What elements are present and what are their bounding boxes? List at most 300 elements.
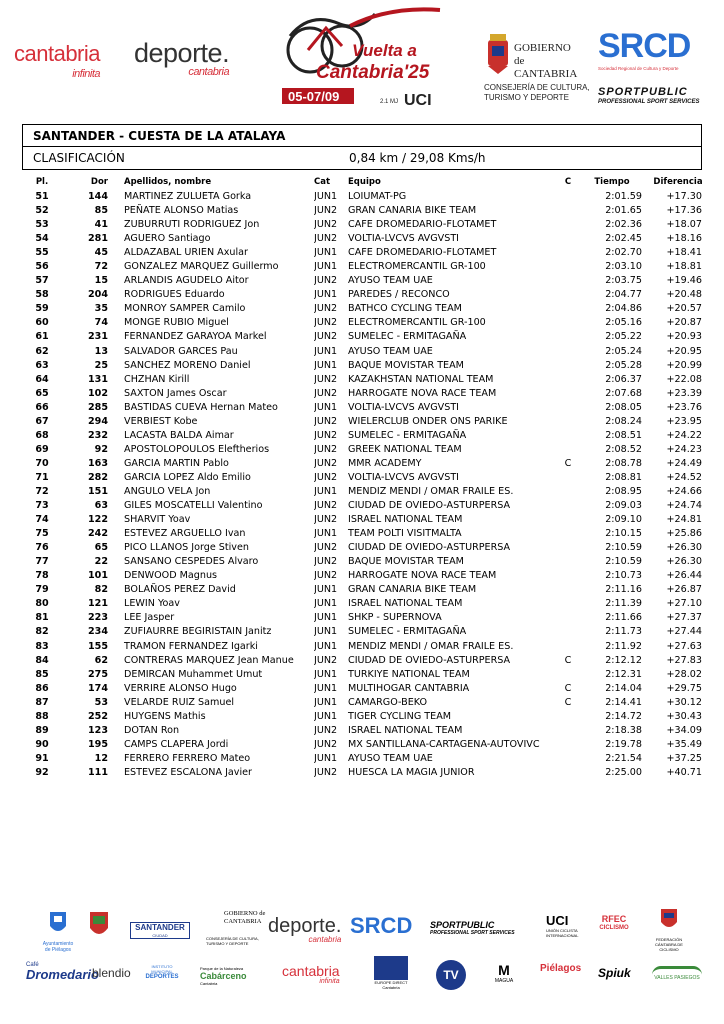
- cell-dor: 144: [87, 191, 108, 203]
- cell-diff: +24.23: [666, 443, 702, 455]
- cell-cat: JUN2: [314, 219, 338, 231]
- cell-time: 2:21.54: [605, 752, 642, 764]
- cell-time: 2:12.12: [605, 654, 642, 666]
- table-row: [22, 387, 724, 401]
- cell-c: [554, 766, 582, 780]
- cell-diff: +24.52: [666, 471, 702, 483]
- cell-pl: 64: [35, 373, 49, 385]
- cell-name: CHZHAN Kirill: [124, 373, 190, 385]
- cell-team: CAMARGO-BEKO: [348, 696, 428, 708]
- cell-diff: +26.30: [666, 542, 702, 554]
- cell-diff: +27.10: [666, 598, 702, 610]
- cell-dor: 252: [87, 710, 108, 722]
- cell-cat: JUN2: [314, 514, 338, 526]
- cell-cat: JUN2: [314, 443, 338, 455]
- cell-name: LEWIN Yoav: [124, 598, 180, 610]
- cell-team: VOLTIA-LVCVS AVGVSTI: [348, 233, 460, 245]
- cell-c: [554, 316, 582, 330]
- cell-dor: 123: [87, 724, 108, 736]
- vuelta-cantabria-logo: [280, 6, 446, 110]
- footer-tv-logo: TV: [436, 960, 466, 990]
- table-row: [22, 569, 724, 583]
- cell-name: PEÑATE ALONSO Matias: [124, 205, 239, 217]
- table-row: [22, 457, 724, 471]
- cell-c: [554, 232, 582, 246]
- magua-m-icon: M: [498, 962, 510, 978]
- cell-team: HARROGATE NOVA RACE TEAM: [348, 570, 497, 582]
- cell-cat: JUN1: [314, 710, 338, 722]
- srcd-logo: [598, 28, 702, 118]
- footer-spiuk-logo: Spiuk: [598, 966, 631, 980]
- header-time: Tiempo: [594, 177, 630, 187]
- header-team: Equipo: [348, 177, 381, 187]
- cell-team: BAQUE MOVISTAR TEAM: [348, 359, 464, 371]
- cell-time: 2:09.03: [605, 500, 642, 512]
- cell-dor: 232: [87, 429, 108, 441]
- table-row: [22, 682, 724, 696]
- cell-team: SUMELEC - ERMITAGAÑA: [348, 331, 467, 343]
- cell-pl: 68: [35, 429, 49, 441]
- cell-pl: 58: [35, 289, 49, 301]
- table-row: [22, 513, 724, 527]
- cell-c: [554, 555, 582, 569]
- cell-name: RODRIGUES Eduardo: [124, 289, 225, 301]
- pielagos-council-logo: Ayuntamiento de Piélagos: [40, 910, 76, 953]
- cell-c: [554, 710, 582, 724]
- cell-pl: 85: [35, 668, 49, 680]
- table-row: [22, 696, 724, 710]
- table-row: [22, 738, 724, 752]
- cell-diff: +24.74: [666, 500, 702, 512]
- deporte-logo-sub: cantabria: [188, 66, 230, 78]
- cell-diff: +30.12: [666, 696, 702, 708]
- table-row: [22, 640, 724, 654]
- cell-team: ISRAEL NATIONAL TEAM: [348, 724, 463, 736]
- cell-time: 2:02.45: [605, 233, 642, 245]
- cell-c: [554, 373, 582, 387]
- cell-name: FERRERO FERRERO Mateo: [124, 752, 251, 764]
- council-shield-icon: [48, 910, 68, 936]
- cell-name: LEE Jasper: [124, 612, 175, 624]
- cell-time: 2:02.36: [605, 219, 642, 231]
- cell-name: PICO LLANOS Jorge Stiven: [124, 542, 249, 554]
- cell-diff: +26.30: [666, 556, 702, 568]
- cell-cat: JUN2: [314, 738, 338, 750]
- gobierno-cantabria-logo: [484, 30, 590, 110]
- cell-diff: +28.02: [666, 668, 702, 680]
- table-row: [22, 218, 724, 232]
- cell-name: FERNANDEZ GARAYOA Markel: [124, 331, 267, 343]
- footer-valles-logo: VALLES PASIEGOS: [652, 966, 702, 981]
- cell-diff: +27.63: [666, 640, 702, 652]
- cell-c: [554, 330, 582, 344]
- table-header-row: [22, 174, 724, 190]
- cell-name: TRAMON FERNANDEZ Igarki: [124, 640, 258, 652]
- cell-dor: 285: [87, 401, 108, 413]
- header-name: Apellidos, nombre: [124, 177, 212, 187]
- cell-team: CIUDAD DE OVIEDO-ASTURPERSA: [348, 542, 511, 554]
- results-table: [22, 174, 724, 780]
- cell-c: [554, 583, 582, 597]
- footer-rfec-logo: RFEC CICLISMO: [599, 914, 629, 931]
- cell-c: [554, 668, 582, 682]
- footer-deporte-logo: deporte. cantabria: [268, 915, 342, 944]
- cell-pl: 84: [35, 654, 49, 666]
- cell-pl: 60: [35, 317, 49, 329]
- cell-name: DEMIRCAN Muhammet Umut: [124, 668, 263, 680]
- cell-cat: JUN1: [314, 668, 338, 680]
- svg-text:UCI: UCI: [404, 92, 432, 109]
- cell-diff: +20.48: [666, 289, 702, 301]
- table-row: [22, 260, 724, 274]
- cell-pl: 67: [35, 415, 49, 427]
- cell-dor: 25: [94, 359, 108, 371]
- cell-pl: 88: [35, 710, 49, 722]
- cell-dor: 45: [94, 247, 108, 259]
- cell-pl: 78: [35, 570, 49, 582]
- cell-team: MENDIZ MENDI / OMAR FRAILE ES.: [348, 486, 514, 497]
- cell-dor: 163: [87, 457, 108, 469]
- classification-label: CLASIFICACIÓN: [33, 151, 125, 165]
- cell-team: TIGER CYCLING TEAM: [348, 710, 452, 722]
- cell-diff: +20.99: [666, 359, 702, 371]
- deporte-logo-main: deporte.: [134, 38, 230, 68]
- cell-diff: +29.75: [666, 682, 702, 694]
- cell-c: C: [564, 654, 572, 666]
- header-pl: Pl.: [35, 177, 49, 187]
- table-row: [22, 401, 724, 415]
- cell-team: MX SANTILLANA-CARTAGENA-AUTOVIVC: [348, 738, 540, 750]
- footer-dromedario-logo: Café Dromedario: [26, 962, 99, 982]
- cell-name: ZUBURRUTI RODRIGUEZ Jon: [124, 219, 260, 231]
- cell-dor: 223: [87, 612, 108, 624]
- cell-c: [554, 359, 582, 373]
- cell-dor: 92: [94, 443, 108, 455]
- cell-pl: 53: [35, 219, 49, 231]
- cell-c: [554, 415, 582, 429]
- cell-diff: +23.95: [666, 415, 702, 427]
- svg-text:2.1 MJ: 2.1 MJ: [380, 99, 399, 105]
- cell-team: SUMELEC - ERMITAGAÑA: [348, 429, 467, 441]
- cell-cat: JUN2: [314, 205, 338, 217]
- cell-dor: 72: [94, 261, 108, 273]
- table-row: [22, 668, 724, 682]
- cell-diff: +27.83: [666, 654, 702, 666]
- cell-team: SUMELEC - ERMITAGAÑA: [348, 626, 467, 638]
- cell-c: [554, 513, 582, 527]
- table-row: [22, 654, 724, 668]
- municipal-shield-logo: [88, 910, 110, 945]
- cell-pl: 89: [35, 724, 49, 736]
- cell-c: [554, 752, 582, 766]
- table-row: [22, 373, 724, 387]
- cell-time: 2:11.16: [605, 584, 642, 596]
- cell-cat: JUN1: [314, 486, 338, 497]
- svg-text:05-07/09: 05-07/09: [288, 89, 340, 104]
- deporte-cantabria-logo: [134, 40, 229, 78]
- cell-cat: JUN2: [314, 457, 338, 469]
- cell-pl: 66: [35, 401, 49, 413]
- cell-dor: 231: [87, 331, 108, 343]
- cell-c: [554, 429, 582, 443]
- cell-c: [554, 485, 582, 499]
- gobierno-text: GOBIERNO de CANTABRIA: [514, 42, 578, 80]
- cell-pl: 62: [35, 345, 49, 357]
- table-row: [22, 583, 724, 597]
- cell-team: BATHCO CYCLING TEAM: [348, 303, 462, 315]
- cell-cat: JUN1: [314, 401, 338, 413]
- cell-time: 2:01.59: [605, 191, 642, 203]
- cell-c: [554, 218, 582, 232]
- cell-name: ESTEVEZ ESCALONA Javier: [124, 766, 252, 778]
- cell-pl: 52: [35, 205, 49, 217]
- srcd-logo-main: SRCD: [598, 27, 691, 65]
- cell-team: AYUSO TEAM UAE: [348, 345, 433, 357]
- cell-pl: 92: [35, 766, 49, 778]
- cell-team: AYUSO TEAM UAE: [348, 275, 433, 287]
- cell-dor: 121: [87, 598, 108, 610]
- cell-cat: JUN1: [314, 696, 338, 708]
- footer-cabarceno-logo: Parque de la Naturaleza Cabárceno Cantabria: [200, 966, 247, 986]
- cell-dor: 151: [87, 486, 108, 497]
- cell-pl: 73: [35, 500, 49, 512]
- cell-pl: 56: [35, 261, 49, 273]
- cell-dor: 82: [94, 584, 108, 596]
- cell-dor: 63: [94, 500, 108, 512]
- cell-name: CONTRERAS MARQUEZ Jean Manue: [124, 654, 294, 666]
- cell-diff: +18.16: [666, 233, 702, 245]
- cell-c: [554, 443, 582, 457]
- cell-cat: JUN2: [314, 373, 338, 385]
- cell-cat: JUN1: [314, 752, 338, 764]
- table-row: [22, 429, 724, 443]
- cell-name: VERRIRE ALONSO Hugo: [124, 682, 237, 694]
- cell-diff: +26.44: [666, 570, 702, 582]
- cell-name: HUYGENS Mathis: [124, 710, 206, 722]
- cell-diff: +35.49: [666, 738, 702, 750]
- srcd-logo-sub: Sociedad Regional de Cultura y Deporte: [598, 66, 679, 71]
- cell-cat: JUN1: [314, 584, 338, 596]
- cell-pl: 91: [35, 752, 49, 764]
- cell-dor: 13: [94, 345, 108, 357]
- cell-team: CIUDAD DE OVIEDO-ASTURPERSA: [348, 500, 511, 512]
- cell-pl: 80: [35, 598, 49, 610]
- cell-name: SANCHEZ MORENO Daniel: [124, 359, 251, 371]
- coat-of-arms-icon: [484, 32, 512, 76]
- cell-cat: JUN2: [314, 233, 338, 245]
- table-row: [22, 710, 724, 724]
- cell-dor: 275: [87, 668, 108, 680]
- cell-name: MARTINEZ ZULUETA Gorka: [124, 191, 252, 203]
- cell-pl: 61: [35, 331, 49, 343]
- cell-c: [554, 527, 582, 541]
- cell-c: [554, 640, 582, 654]
- cell-time: 2:11.66: [605, 612, 642, 624]
- cell-dor: 41: [94, 219, 108, 231]
- footer-sportpublic-logo: SPORTPUBLIC PROFESSIONAL SPORT SERVICES: [430, 920, 515, 936]
- cell-team: VOLTIA-LVCVS AVGVSTI: [348, 401, 460, 413]
- cell-time: 2:11.92: [605, 640, 642, 652]
- cell-diff: +30.43: [666, 710, 702, 722]
- footer-magua-logo: M MAGUA: [488, 962, 520, 984]
- cell-c: [554, 260, 582, 274]
- cell-diff: +20.87: [666, 317, 702, 329]
- cell-name: APOSTOLOPOULOS Eleftherios: [124, 443, 270, 455]
- cell-dor: 22: [94, 556, 108, 568]
- cell-c: C: [564, 682, 572, 694]
- cell-c: [554, 471, 582, 485]
- cell-diff: +22.08: [666, 373, 702, 385]
- cantabria-logo-sub: infinita: [72, 68, 101, 80]
- table-row: [22, 485, 724, 499]
- cell-name: SHARVIT Yoav: [124, 514, 191, 526]
- cell-pl: 74: [35, 514, 49, 526]
- cell-diff: +20.57: [666, 303, 702, 315]
- cell-time: 2:06.37: [605, 373, 642, 385]
- table-row: [22, 752, 724, 766]
- santander-logo: SANTANDER CIUDAD: [130, 922, 190, 939]
- table-row: [22, 415, 724, 429]
- cell-dor: 101: [87, 570, 108, 582]
- cell-time: 2:09.10: [605, 514, 642, 526]
- cell-time: 2:04.86: [605, 303, 642, 315]
- footer-srcd-logo: SRCD: [350, 913, 413, 938]
- cell-cat: JUN1: [314, 261, 338, 273]
- cell-time: 2:18.38: [605, 724, 642, 736]
- table-row: [22, 274, 724, 288]
- cell-team: HUESCA LA MAGIA JUNIOR: [348, 766, 475, 778]
- cell-dor: 122: [87, 514, 108, 526]
- cell-dor: 234: [87, 626, 108, 638]
- cell-dor: 111: [87, 766, 108, 778]
- cell-cat: JUN2: [314, 724, 338, 736]
- cell-cat: JUN2: [314, 415, 338, 427]
- cell-time: 2:07.68: [605, 387, 642, 399]
- cell-time: 2:08.95: [605, 486, 642, 497]
- cell-time: 2:12.31: [605, 668, 642, 680]
- footer-pielagos-logo: Piélagos: [540, 963, 582, 974]
- cell-time: 2:10.15: [605, 528, 642, 540]
- cell-time: 2:10.73: [605, 570, 642, 582]
- cell-dor: 15: [94, 275, 108, 287]
- cell-c: [554, 345, 582, 359]
- cell-diff: +20.95: [666, 345, 702, 357]
- cantabria-infinita-logo: [14, 41, 101, 84]
- cell-dor: 155: [87, 640, 108, 652]
- cell-dor: 174: [87, 682, 108, 694]
- cell-pl: 54: [35, 233, 49, 245]
- table-row: [22, 541, 724, 555]
- cell-diff: +18.07: [666, 219, 702, 231]
- cell-name: LACASTA BALDA Aimar: [124, 429, 234, 441]
- cell-team: PAREDES / RECONCO: [348, 289, 450, 301]
- cell-c: C: [564, 696, 572, 708]
- cell-team: MENDIZ MENDI / OMAR FRAILE ES.: [348, 640, 514, 652]
- eu-flag-icon: [374, 956, 408, 980]
- cell-diff: +23.76: [666, 401, 702, 413]
- cell-name: GILES MOSCATELLI Valentino: [124, 500, 263, 512]
- cell-pl: 57: [35, 275, 49, 287]
- cell-cat: JUN2: [314, 500, 338, 512]
- cell-dor: 102: [87, 387, 108, 399]
- cell-cat: JUN1: [314, 612, 338, 624]
- cell-name: ESTEVEZ ARGUELLO Ivan: [124, 528, 246, 540]
- cell-c: [554, 302, 582, 316]
- cell-cat: JUN2: [314, 275, 338, 287]
- cell-cat: JUN2: [314, 654, 338, 666]
- svg-text:Vuelta a: Vuelta a: [352, 41, 417, 60]
- cell-pl: 75: [35, 528, 49, 540]
- cell-time: 2:05.28: [605, 359, 642, 371]
- cell-time: 2:05.24: [605, 345, 642, 357]
- sportpublic-logo-sub: PROFESSIONAL SPORT SERVICES: [598, 99, 700, 105]
- cell-dor: 242: [87, 528, 108, 540]
- cell-team: MULTIHOGAR CANTABRIA: [348, 682, 470, 694]
- cell-dor: 53: [94, 696, 108, 708]
- cell-diff: +27.44: [666, 626, 702, 638]
- cell-dor: 131: [87, 373, 108, 385]
- cell-time: 2:25.00: [605, 766, 642, 778]
- cell-cat: JUN2: [314, 542, 338, 554]
- crest-icon: [88, 910, 110, 940]
- cell-diff: +18.81: [666, 261, 702, 273]
- cell-cat: JUN2: [314, 387, 338, 399]
- cell-cat: JUN2: [314, 471, 338, 483]
- cell-team: GRAN CANARIA BIKE TEAM: [348, 205, 477, 217]
- table-row: [22, 359, 724, 373]
- cell-c: [554, 541, 582, 555]
- cell-team: SHKP - SUPERNOVA: [348, 612, 442, 624]
- table-row: [22, 190, 724, 204]
- cell-c: [554, 401, 582, 415]
- cell-time: 2:10.59: [605, 556, 642, 568]
- cell-diff: +37.25: [666, 752, 702, 764]
- cell-time: 2:03.10: [605, 261, 642, 273]
- stage-title: SANTANDER - CUESTA DE LA ATALAYA: [33, 129, 286, 143]
- cell-pl: 83: [35, 640, 49, 652]
- cell-cat: JUN1: [314, 359, 338, 371]
- cell-name: ZUFIAURRE BEGIRISTAIN Janitz: [124, 626, 272, 638]
- cell-team: BAQUE MOVISTAR TEAM: [348, 556, 464, 568]
- cell-time: 2:08.51: [605, 429, 642, 441]
- table-row: [22, 555, 724, 569]
- cell-pl: 63: [35, 359, 49, 371]
- cell-name: SANSANO CESPEDES Alvaro: [124, 556, 259, 568]
- cell-diff: +24.22: [666, 429, 702, 441]
- table-row: [22, 345, 724, 359]
- cell-diff: +34.09: [666, 724, 702, 736]
- cell-name: GARCIA MARTIN Pablo: [124, 457, 229, 469]
- gobierno-subtext: CONSEJERÍA DE CULTURA, TURISMO Y DEPORTE: [484, 83, 590, 102]
- cell-team: KAZAKHSTAN NATIONAL TEAM: [348, 373, 494, 385]
- cell-team: HARROGATE NOVA RACE TEAM: [348, 387, 497, 399]
- cell-time: 2:08.52: [605, 443, 642, 455]
- cell-c: [554, 288, 582, 302]
- cell-name: ANGULO VELA Jon: [124, 486, 211, 497]
- cell-cat: JUN1: [314, 247, 338, 259]
- cell-cat: JUN1: [314, 191, 338, 203]
- cell-cat: JUN2: [314, 570, 338, 582]
- cell-name: AGUERO Santiago: [124, 233, 211, 245]
- cell-pl: 87: [35, 696, 49, 708]
- cell-pl: 55: [35, 247, 49, 259]
- cell-dor: 204: [87, 289, 108, 301]
- table-row: [22, 766, 724, 780]
- cell-name: CAMPS CLAPERA Jordi: [124, 738, 229, 750]
- cell-time: 2:14.04: [605, 682, 642, 694]
- cell-time: 2:05.22: [605, 331, 642, 343]
- cell-diff: +25.86: [666, 528, 702, 540]
